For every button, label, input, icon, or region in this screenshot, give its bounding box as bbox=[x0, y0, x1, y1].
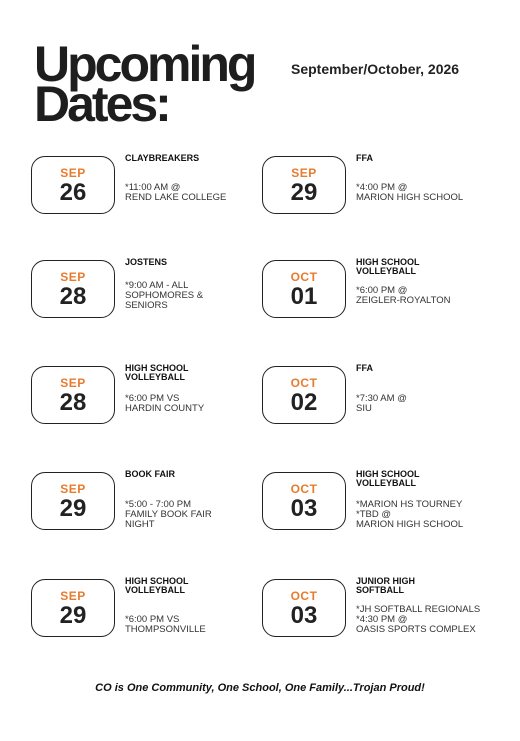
event-day: 28 bbox=[59, 283, 87, 310]
event-name: HIGH SCHOOL VOLLEYBALL bbox=[125, 363, 189, 382]
event-detail: *11:00 AM @ REND LAKE COLLEGE bbox=[125, 182, 227, 203]
event-detail: *5:00 - 7:00 PM FAMILY BOOK FAIR NIGHT bbox=[125, 499, 212, 530]
event-detail: *JH SOFTBALL REGIONALS *4:30 PM @ OASIS SPORTS COMPLEX bbox=[356, 604, 481, 635]
event-card bbox=[262, 576, 497, 649]
date-badge bbox=[31, 472, 115, 530]
footer-motto: CO is One Community, One School, One Family...Trojan Proud! bbox=[95, 682, 425, 694]
date-badge bbox=[31, 366, 115, 424]
event-day: 29 bbox=[59, 602, 87, 629]
event-day: 29 bbox=[290, 179, 318, 206]
event-name: HIGH SCHOOL VOLLEYBALL bbox=[356, 469, 420, 488]
event-name: JUNIOR HIGH SOFTBALL bbox=[356, 576, 416, 595]
event-month: SEP bbox=[60, 270, 86, 284]
event-name: JOSTENS bbox=[125, 257, 168, 267]
event-detail: *6:00 PM VS THOMPSONVILLE bbox=[125, 614, 206, 635]
event-card bbox=[262, 469, 497, 542]
event-month: OCT bbox=[290, 376, 318, 390]
date-range-subtitle: September/October, 2026 bbox=[291, 61, 460, 77]
event-card bbox=[262, 257, 497, 330]
event-name: HIGH SCHOOL VOLLEYBALL bbox=[356, 257, 420, 276]
event-card bbox=[31, 576, 266, 649]
event-month: OCT bbox=[290, 589, 318, 603]
date-badge bbox=[262, 472, 346, 530]
event-card bbox=[31, 257, 266, 330]
event-detail: *4:00 PM @ MARION HIGH SCHOOL bbox=[356, 182, 464, 203]
date-badge bbox=[262, 156, 346, 214]
event-day: 28 bbox=[59, 389, 87, 416]
event-month: SEP bbox=[60, 376, 86, 390]
event-card bbox=[31, 469, 266, 542]
event-day: 26 bbox=[59, 179, 87, 206]
event-card bbox=[262, 363, 497, 436]
date-badge bbox=[262, 260, 346, 318]
event-card bbox=[31, 153, 266, 226]
event-card bbox=[31, 363, 266, 436]
date-badge bbox=[31, 260, 115, 318]
event-detail: *9:00 AM - ALL SOPHOMORES & SENIORS bbox=[125, 280, 204, 311]
event-day: 02 bbox=[290, 389, 318, 416]
event-name: BOOK FAIR bbox=[125, 469, 176, 479]
event-day: 03 bbox=[290, 495, 318, 522]
event-detail: *6:00 PM VS HARDIN COUNTY bbox=[125, 393, 205, 414]
date-badge bbox=[262, 579, 346, 637]
event-name: CLAYBREAKERS bbox=[125, 153, 200, 163]
event-month: SEP bbox=[60, 166, 86, 180]
event-month: SEP bbox=[291, 166, 317, 180]
event-month: SEP bbox=[60, 589, 86, 603]
event-detail: *7:30 AM @ SIU bbox=[356, 393, 407, 414]
event-name: HIGH SCHOOL VOLLEYBALL bbox=[125, 576, 189, 595]
event-day: 01 bbox=[290, 283, 318, 310]
date-badge bbox=[262, 366, 346, 424]
event-month: OCT bbox=[290, 270, 318, 284]
event-month: OCT bbox=[290, 482, 318, 496]
event-month: SEP bbox=[60, 482, 86, 496]
event-card bbox=[262, 153, 497, 226]
title-line-1: Upcoming bbox=[34, 36, 255, 92]
event-detail: *MARION HS TOURNEY *TBD @ MARION HIGH SCHOOL bbox=[356, 499, 464, 530]
date-badge bbox=[31, 579, 115, 637]
event-day: 29 bbox=[59, 495, 87, 522]
page-title bbox=[34, 36, 255, 132]
event-name: FFA bbox=[356, 363, 373, 373]
event-day: 03 bbox=[290, 602, 318, 629]
event-name: FFA bbox=[356, 153, 373, 163]
date-badge bbox=[31, 156, 115, 214]
title-line-2: Dates: bbox=[34, 76, 169, 132]
event-detail: *6:00 PM @ ZEIGLER-ROYALTON bbox=[356, 285, 451, 306]
